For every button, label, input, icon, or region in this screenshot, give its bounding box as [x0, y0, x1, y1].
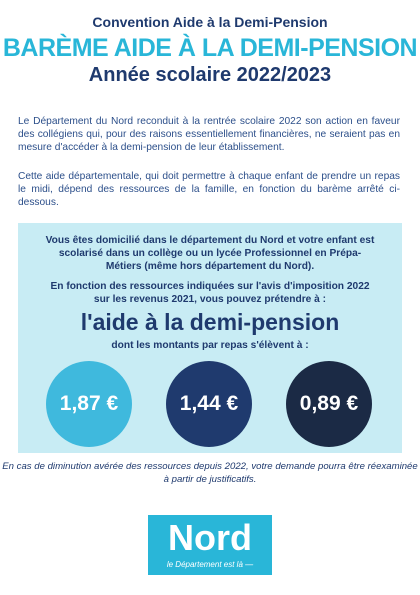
- amounts-intro: dont les montants par repas s'élèvent à :: [111, 340, 309, 351]
- aid-label: l'aide à la demi-pension: [80, 309, 340, 335]
- document-title: BARÈME AIDE À LA DEMI-PENSION: [2, 34, 418, 62]
- document-subtitle: Convention Aide à la Demi-Pension: [92, 14, 328, 30]
- logo-wordmark: Nord: [168, 517, 252, 558]
- logo-tagline: le Département est là —: [166, 560, 254, 569]
- amount-circle-1: 1,87 €: [46, 361, 132, 447]
- nord-logo: [148, 515, 272, 575]
- conditions-text: En fonction des ressources indiquées sur l'avis d'imposition 2022 sur les revenus 2021, vous pouvez prétendre à :: [50, 281, 370, 305]
- amount-circle-2: 1,44 €: [166, 361, 252, 447]
- eligibility-text: Vous êtes domicilié dans le département du Nord et votre enfant est scolarisé dans un collège ou un lycée Professionnel en Prépa-Métiers (même hors département du Nord).: [45, 235, 375, 272]
- intro-paragraph-1: Le Département du Nord reconduit à la rentrée scolaire 2022 son action en faveur des collégiens qui, pour des raisons essentiellement financières, ne seraient pas en mesure d'accéder à la demi-pension de leur établissement.: [18, 116, 400, 153]
- intro-paragraph-2: Cette aide départementale, qui doit permettre à chaque enfant de prendre un repas le midi, dépend des ressources de la famille, en fonction du barème arrêté ci-dessous.: [18, 171, 400, 208]
- resource-note: En cas de diminution avérée des ressources depuis 2022, votre demande pourra être réexaminée à partir de justificatifs.: [2, 461, 418, 485]
- amount-circle-3: 0,89 €: [286, 361, 372, 447]
- school-year: Année scolaire 2022/2023: [88, 64, 332, 86]
